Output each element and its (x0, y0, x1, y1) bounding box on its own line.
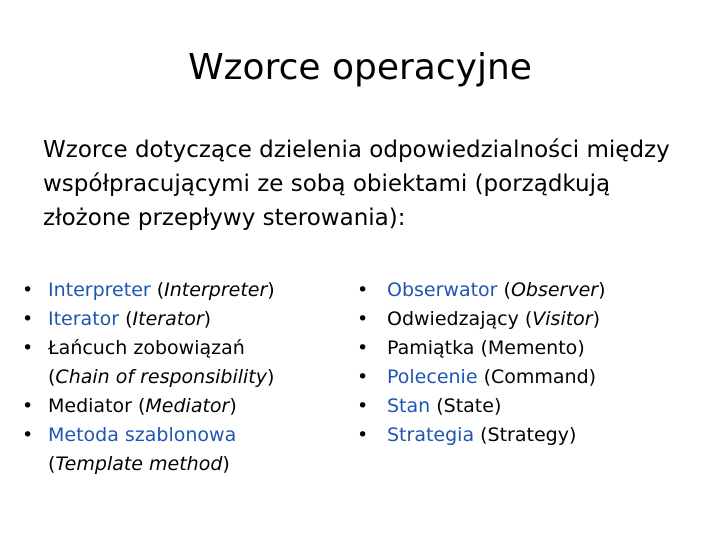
pattern-english-name: Command (490, 366, 589, 388)
list-item: • Metoda szablonowa (Template method) (22, 421, 342, 479)
pattern-english-name: Observer (510, 279, 599, 301)
bullet-icon (357, 334, 377, 363)
right-pattern-list (357, 276, 702, 450)
pattern-name: Pamiątka (387, 337, 475, 359)
pattern-link-template-method[interactable]: Metoda szablonowa (48, 424, 237, 446)
bullet-icon (357, 363, 377, 392)
list-item: • Interpreter (Interpreter) (22, 276, 342, 305)
list-item: • Mediator (Mediator) (22, 392, 342, 421)
bullet-icon (22, 276, 42, 305)
pattern-link-command[interactable]: Polecenie (387, 366, 478, 388)
pattern-name: Łańcuch zobowiązań (48, 337, 245, 359)
slide-title: Wzorce operacyjne (188, 47, 532, 88)
pattern-english-name: Visitor (532, 308, 593, 330)
bullet-icon (22, 421, 42, 450)
pattern-english-name: Iterator (132, 308, 204, 330)
list-item: • Odwiedzający (Visitor) (357, 305, 702, 334)
list-item: • Iterator (Iterator) (22, 305, 342, 334)
pattern-english-name: Interpreter (164, 279, 268, 301)
bullet-icon (22, 392, 42, 421)
pattern-link-interpreter[interactable]: Interpreter (48, 279, 151, 301)
bullet-icon (357, 305, 377, 334)
pattern-link-iterator[interactable]: Iterator (48, 308, 120, 330)
bullet-icon (22, 305, 42, 334)
left-pattern-list (22, 276, 342, 479)
bullet-icon (357, 421, 377, 450)
pattern-link-observer[interactable]: Obserwator (387, 279, 498, 301)
pattern-link-strategy[interactable]: Strategia (387, 424, 475, 446)
bullet-icon (357, 392, 377, 421)
bullet-icon (357, 276, 377, 305)
list-item: • Polecenie (Command) (357, 363, 702, 392)
pattern-name: Mediator (48, 395, 132, 417)
pattern-name: Odwiedzający (387, 308, 519, 330)
pattern-english-name: Memento (487, 337, 578, 359)
pattern-english-name: Strategy (487, 424, 569, 446)
list-item: • Obserwator (Observer) (357, 276, 702, 305)
bullet-icon (22, 334, 42, 363)
list-item: • Pamiątka (Memento) (357, 334, 702, 363)
list-item: • Łańcuch zobowiązań (Chain of responsibility) (22, 334, 342, 392)
list-item: • Stan (State) (357, 392, 702, 421)
pattern-english-name: Template method (55, 453, 223, 475)
pattern-english-name: State (443, 395, 494, 417)
pattern-link-state[interactable]: Stan (387, 395, 431, 417)
pattern-english-name: Mediator (145, 395, 230, 417)
intro-paragraph: Wzorce dotyczące dzielenia odpowiedzialności między współpracującymi ze sobą obiektami (porządkują złożone przepływy sterowania): (43, 137, 670, 231)
list-item: • Strategia (Strategy) (357, 421, 702, 450)
pattern-english-name: Chain of responsibility (55, 366, 267, 388)
